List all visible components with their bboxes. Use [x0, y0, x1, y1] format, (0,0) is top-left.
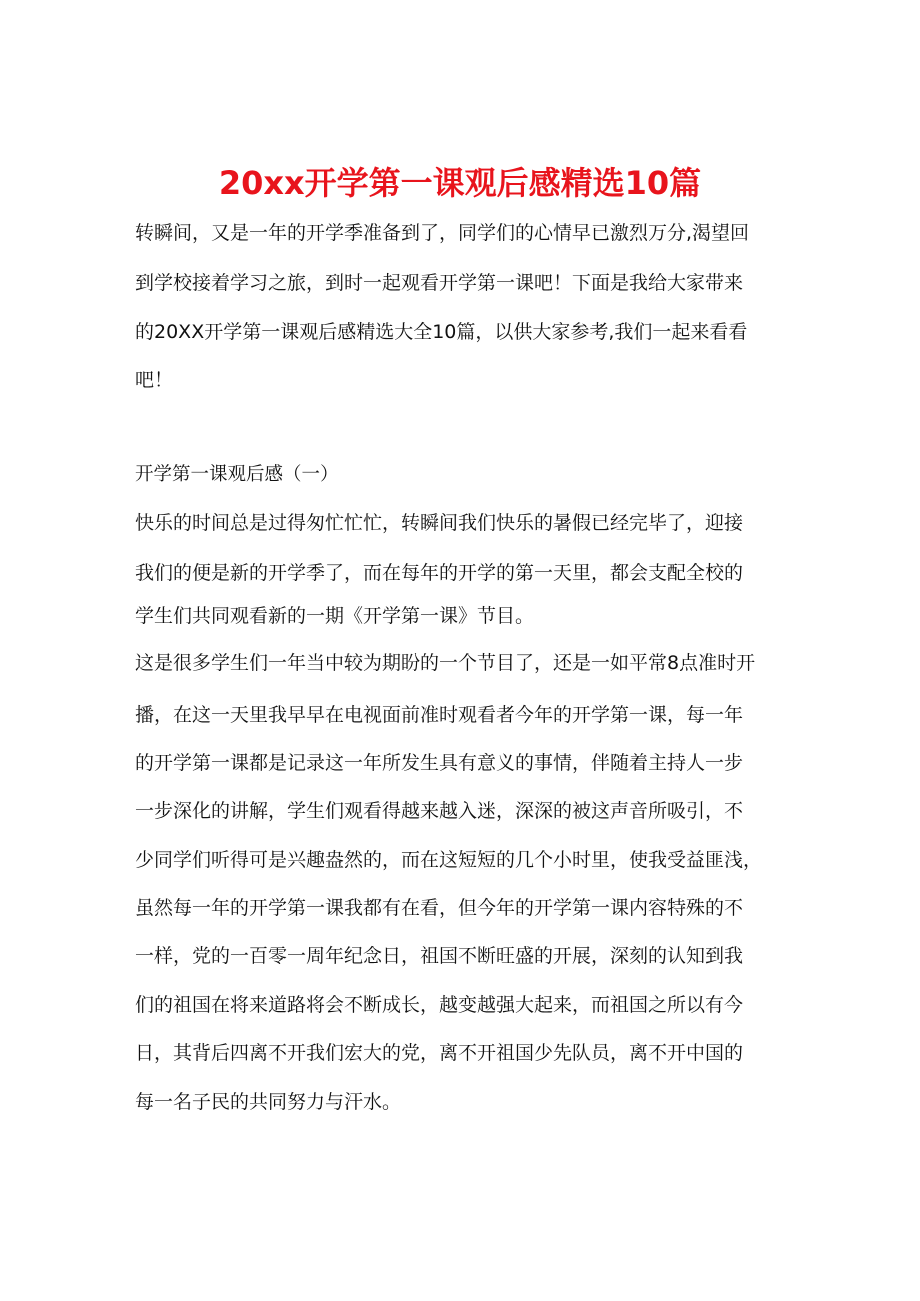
paragraph2-line-10: 每一名子民的共同努力与汗水。 [135, 1091, 402, 1113]
paragraph2-line-8: 们的祖国在将来道路将会不断成长，越变越强大起来，而祖国之所以有今 [135, 994, 744, 1016]
intro-line-1: 转瞬间，又是一年的开学季准备到了，同学们的心情早已激烈万分,渴望回 [135, 222, 750, 244]
paragraph2-line-1: 这是很多学生们一年当中较为期盼的一个节目了，还是一如平常8点准时开 [135, 652, 756, 674]
paragraph1-line-2: 我们的便是新的开学季了，而在每年的开学的第一天里，都会支配全校的 [135, 562, 744, 584]
intro-line-4: 吧！ [135, 369, 174, 391]
paragraph2-line-5: 少同学们听得可是兴趣盎然的，而在这短短的几个小时里，使我受益匪浅， [135, 849, 763, 871]
section-heading: 开学第一课观后感（一） [135, 464, 339, 485]
document-title: 20xx开学第一课观后感精选10篇 [218, 164, 702, 203]
paragraph2-line-2: 播，在这一天里我早早在电视面前准时观看者今年的开学第一课，每一年 [135, 704, 744, 726]
intro-line-2: 到学校接着学习之旅，到时一起观看开学第一课吧！下面是我给大家带来 [135, 272, 744, 294]
paragraph2-line-4: 一步深化的讲解，学生们观看得越来越入迷，深深的被这声音所吸引，不 [135, 800, 744, 822]
paragraph2-line-7: 一样，党的一百零一周年纪念日，祖国不断旺盛的开展，深刻的认知到我 [135, 945, 744, 967]
intro-line-3: 的20XX开学第一课观后感精选大全10篇，以供大家参考,我们一起来看看 [135, 321, 748, 343]
paragraph1-line-3: 学生们共同观看新的一期《开学第一课》节目。 [135, 605, 535, 627]
paragraph2-line-3: 的开学第一课都是记录这一年所发生具有意义的事情，伴随着主持人一步 [135, 752, 744, 774]
paragraph2-line-6: 虽然每一年的开学第一课我都有在看，但今年的开学第一课内容特殊的不 [135, 897, 744, 919]
paragraph2-line-9: 日，其背后四离不开我们宏大的党，离不开祖国少先队员，离不开中国的 [135, 1042, 744, 1064]
paragraph1-line-1: 快乐的时间总是过得匆忙忙忙，转瞬间我们快乐的暑假已经完毕了，迎接 [135, 512, 744, 534]
